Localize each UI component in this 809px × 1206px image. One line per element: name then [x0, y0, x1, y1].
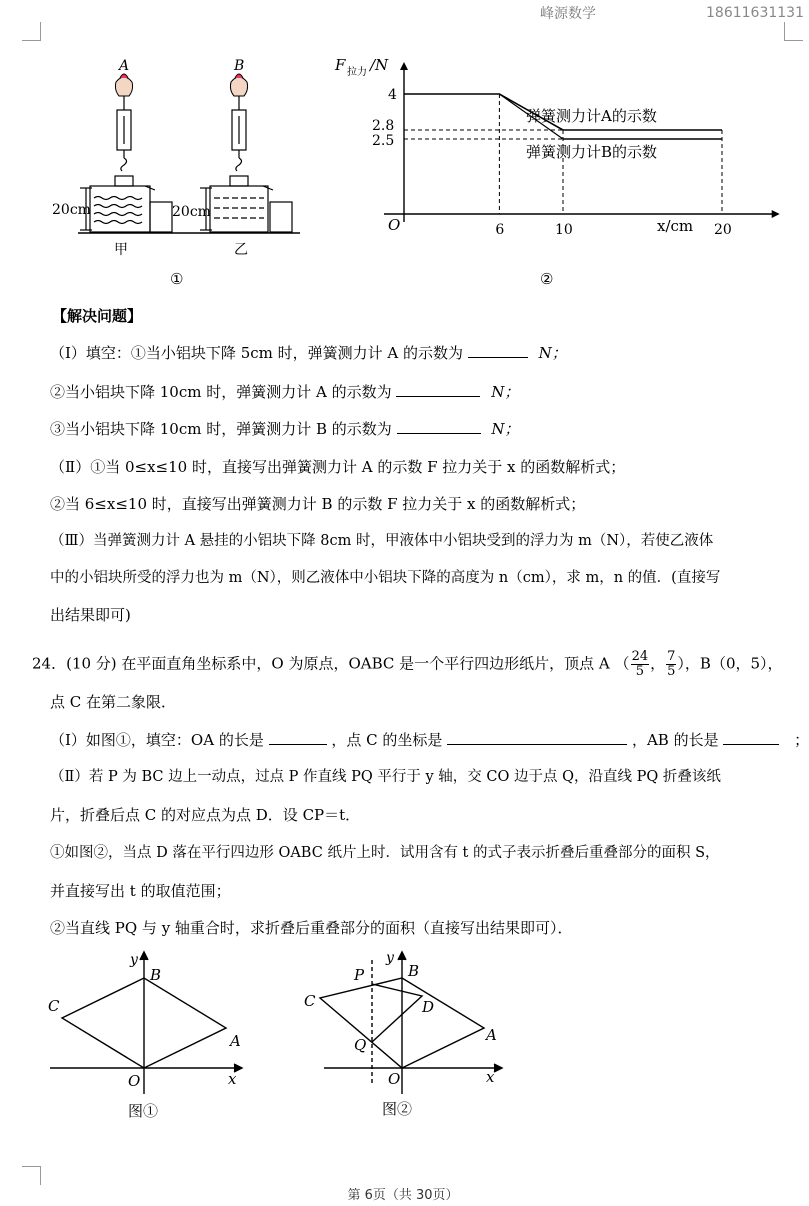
question-2b: ②当 6≤x≤10 时，直接写出弹簧测力计 B 的示数 F 拉力关于 x 的函数解析式； — [50, 495, 586, 513]
figure-caption-1: ① — [170, 270, 184, 288]
answer-blank-1c[interactable] — [397, 419, 481, 434]
unit-n-2: N； — [491, 383, 520, 401]
fig1-label-A: A — [230, 1032, 241, 1050]
y-axis-label: F — [335, 56, 346, 74]
fig2-label-A: A — [486, 1026, 497, 1044]
x-tick-label-6: 6 — [495, 222, 505, 238]
p24-q1-text-a: （Ⅰ）如图①，填空：OA 的长是 — [50, 731, 264, 749]
parallelogram-figure-2 — [298, 946, 508, 1122]
fig2-caption: 图② — [382, 1100, 413, 1118]
y-axis-sub: 拉力 — [347, 67, 367, 78]
unit-n-1: N； — [538, 344, 567, 362]
unit-n-3: N； — [491, 420, 520, 438]
beaker-name-right: 乙 — [234, 242, 248, 258]
fraction-a-y-den: 5 — [667, 664, 676, 679]
problem-24-q2-line-5: ②当直线 PQ 与 y 轴重合时，求折叠后重叠部分的面积（直接写出结果即可）． — [50, 919, 573, 937]
header-phone: 18611631131 — [706, 5, 804, 21]
label-A: A — [119, 58, 130, 74]
problem-24-q2-line-3: ①如图②，当点 D 落在平行四边形 OABC 纸片上时．试用含有 t 的式子表示折叠后重叠部分的面积 S， — [50, 845, 720, 861]
y-tick-label-2.5: 2.5 — [372, 133, 395, 149]
fig2-label-y: y — [386, 950, 394, 966]
fraction-a-x-num: 24 — [631, 649, 649, 664]
fig1-caption: 图① — [128, 1102, 159, 1120]
legend-B: 弹簧测力计B的示数 — [526, 143, 658, 161]
fig1-label-x: x — [228, 1070, 237, 1088]
problem-24-line-1 — [32, 650, 783, 679]
question-1c — [50, 419, 520, 439]
question-1c-text: ③当小铝块下降 10cm 时，弹簧测力计 B 的示数为 — [50, 420, 392, 438]
fraction-a-y-num: 7 — [667, 649, 676, 664]
problem-24-q2-line-2: 片，折叠后点 C 的对应点为点 D．设 CP＝t． — [50, 806, 361, 824]
corner-mark-top-right — [784, 22, 803, 41]
apparatus-figure — [50, 52, 310, 290]
problem-24-point-b: ，B（0，5）， — [684, 654, 783, 673]
question-3-line-2: 中的小铝块所受的浮力也为 m（N），则乙液体中小铝块下降的高度为 n（cm），求 m，n 的值．(直接写 — [50, 570, 721, 586]
hand-icon-B — [230, 74, 247, 96]
corner-mark-bottom-left — [22, 1166, 41, 1185]
answer-blank-1a[interactable] — [468, 343, 528, 358]
answer-blank-1b[interactable] — [396, 382, 480, 397]
question-1b — [50, 382, 519, 402]
fraction-a-y — [666, 650, 676, 679]
origin-label: O — [388, 216, 401, 234]
p24-q1-text-d: ； — [794, 731, 809, 749]
fraction-a-x — [631, 650, 650, 679]
label-B: B — [234, 58, 245, 74]
p24-q1-text-c: ，AB 的长是 — [631, 731, 719, 749]
problem-24-q2-line-1: （Ⅱ）若 P 为 BC 边上一动点，过点 P 作直线 PQ 平行于 y 轴，交 CO 边于点 Q，沿直线 PQ 折叠该纸 — [50, 769, 721, 785]
comma: ， — [650, 654, 666, 673]
fig2-label-C: C — [304, 992, 316, 1010]
close-paren: ） — [677, 654, 685, 673]
section-heading: 【解决问题】 — [52, 307, 143, 325]
answer-blank-c-coord[interactable] — [447, 730, 627, 745]
fig2-label-Q: Q — [354, 1036, 367, 1054]
y-tick-label-4: 4 — [388, 87, 397, 103]
fraction-a-x-den: 5 — [635, 664, 644, 679]
open-paren: （ — [614, 654, 630, 673]
beaker-name-left: 甲 — [114, 242, 128, 258]
question-3-line-1: （Ⅲ）当弹簧测力计 A 悬挂的小铝块下降 8cm 时，甲液体中小铝块受到的浮力为 m（N），若使乙液体 — [50, 533, 714, 549]
problem-24-intro: 24．(10 分) 在平面直角坐标系中，O 为原点，OABC 是一个平行四边形纸片，顶点 A — [32, 654, 610, 673]
depth-label-left: 20cm — [52, 202, 91, 218]
parallelogram-figure-1 — [40, 946, 250, 1122]
y-axis-unit: /N — [370, 56, 389, 74]
y-axis-arrow — [400, 62, 408, 70]
page-footer: 第 6页（共 30页） — [347, 1188, 459, 1203]
fig2-label-P: P — [354, 966, 365, 984]
figure-caption-2: ② — [540, 270, 554, 288]
fig1-label-C: C — [48, 997, 60, 1015]
p24-q1-text-b: ，点 C 的坐标是 — [331, 731, 443, 749]
depth-label-right: 20cm — [172, 204, 211, 220]
answer-blank-ab[interactable] — [723, 730, 779, 745]
fig1-label-B: B — [150, 966, 162, 984]
problem-24-q2-line-4: 并直接写出 t 的取值范围； — [50, 882, 231, 900]
question-2a: （Ⅱ）①当 0≤x≤10 时，直接写出弹簧测力计 A 的示数 F 拉力关于 x 的函数解析式； — [50, 458, 626, 476]
fig2-label-B: B — [408, 962, 420, 980]
x-axis-arrow — [772, 210, 780, 218]
problem-24-line-2: 点 C 在第二象限． — [50, 693, 177, 711]
hand-icon-A — [115, 74, 132, 96]
legend-A: 弹簧测力计A的示数 — [526, 107, 657, 125]
x-tick-label-20: 20 — [714, 222, 732, 238]
question-3-line-3: 出结果即可) — [50, 606, 131, 624]
fig2-label-D: D — [422, 998, 435, 1016]
x-tick-label-10: 10 — [555, 222, 573, 238]
answer-blank-oa[interactable] — [269, 730, 327, 745]
y-tick-label-2.8: 2.8 — [372, 118, 395, 134]
fig1-label-y: y — [130, 952, 138, 968]
fig2-label-x: x — [486, 1068, 495, 1086]
problem-24-q1 — [50, 730, 809, 750]
force-chart — [330, 48, 732, 292]
fig2-label-O: O — [388, 1070, 401, 1088]
header-brand: 峰源数学 — [540, 6, 596, 22]
fig1-label-O: O — [128, 1072, 141, 1090]
question-1b-text: ②当小铝块下降 10cm 时，弹簧测力计 A 的示数为 — [50, 383, 392, 401]
question-1a-text: （Ⅰ）填空：①当小铝块下降 5cm 时，弹簧测力计 A 的示数为 — [50, 344, 464, 362]
x-axis-label: x/cm — [657, 217, 694, 235]
question-1a — [50, 343, 567, 363]
corner-mark-top-left — [22, 22, 41, 41]
